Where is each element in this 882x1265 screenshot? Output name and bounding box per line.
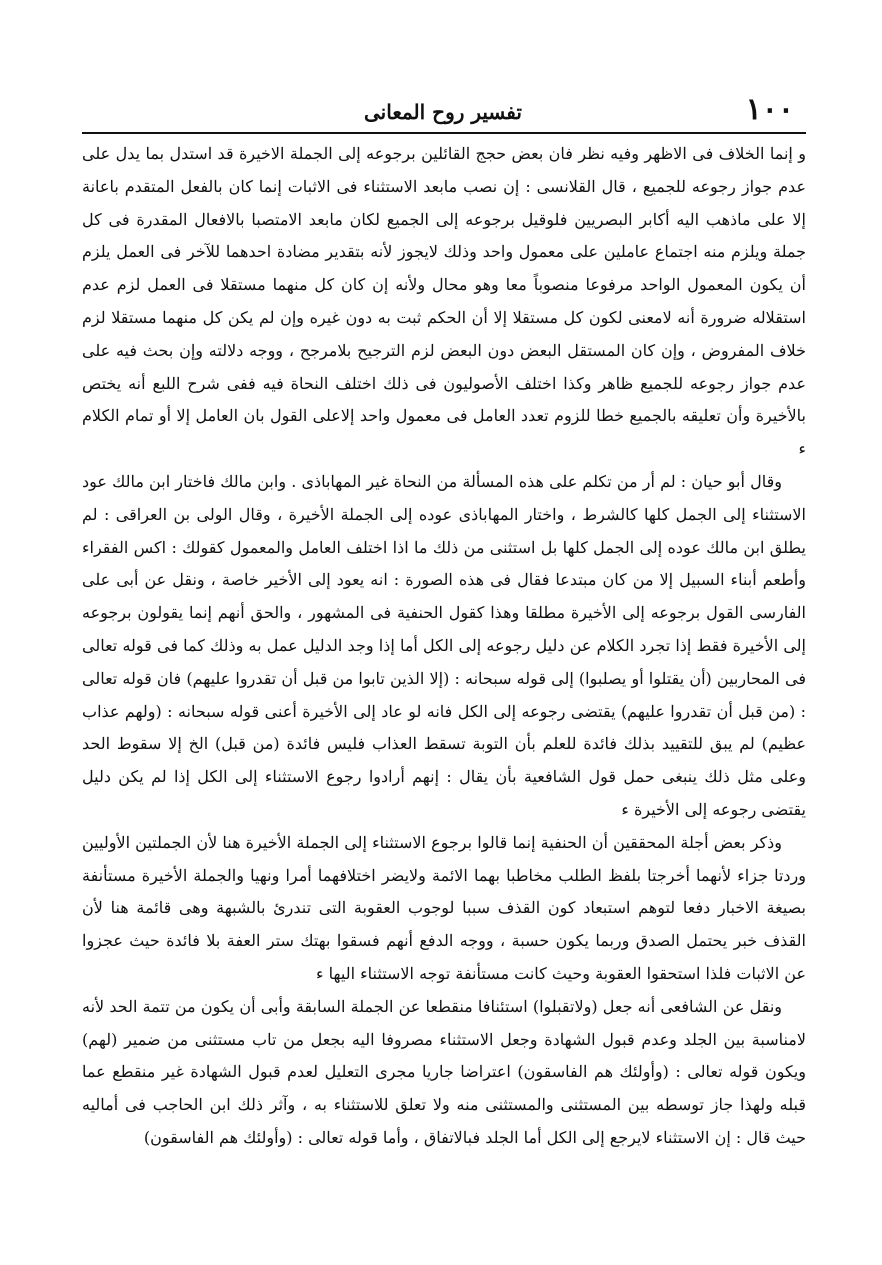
body-text [82, 138, 806, 1155]
paragraph-4: ونقل عن الشافعى أنه جعل (ولاتقبلوا) استئنافا منقطعا عن الجملة السابقة وأبى أن يكون من تتمة الحد لأنه لامناسبة بين الجلد وعدم قبول الشهادة وجعل الاستثناء مصروفا اليه بجعل من تاب مستثنى من ضمير (لهم) ويكون قوله تعالى : (وأولئك هم الفاسقون) اعتراضا جاريا مجرى التعليل لعدم قبول الشهادة غير منقطع عما قبله ولهذا جاز توسطه بين المستثنى والمستثنى منه ولا تعلق للاستثناء به ، وآثر ذلك ابن الحاجب فى أماليه حيث قال : إن الاستثناء لايرجع إلى الكل أما الجلد فبالاتفاق ، وأما قوله تعالى : (وأولئك هم الفاسقون) [82, 996, 806, 1147]
page-title: تفسير روح المعانى [364, 100, 522, 124]
header-rule [82, 132, 806, 134]
page-number: ١٠٠ [745, 92, 794, 127]
paragraph-1: و إنما الخلاف فى الاظهر وفيه نظر فان بعض حجج القائلين برجوعه إلى الجملة الاخيرة قد استدل بما يدل على عدم جواز رجوعه للجميع ، قال القلانسى : إن نصب مابعد الاستثناء فى الاثبات إنما كان بالفعل المتقدم باعانة إلا على ماذهب اليه أكابر البصريين فلوقيل برجوعه إلى الجميع لكان مابعد الامتصبا بالافعال المقدرة فى كل جملة ويلزم منه اجتماع عاملين على معمول واحد وذلك لايجوز لأنه بتقدير مضادة احدهما للآخر فى العمل يلزم أن يكون المعمول الواحد مرفوعا منصوباً معا وهو محال ولأنه إن كان كل منهما مستقلا فى العمل لزم عدم استقلاله ضرورة أنه لامعنى لكون كل مستقلا إلا أن الحكم ثبت به دون غيره وإن لم يكن كل منهما مستقلا لزم خلاف المفروض ، وإن كان المستقل البعض دون البعض لزم الترجيح بلامرجح ، ووجه دلالته وإن بحث فيه على عدم جواز رجوعه للجميع ظاهر وكذا اختلف الأصوليون فى ذلك اختلف النحاة فيه ففى شرح اللبع أنه يختص بالأخيرة وأن تعليقه بالجميع خطا للزوم تعدد العامل فى معمول واحد إلاعلى القول بان العامل إلا أو تمام الكلام ء [82, 144, 807, 459]
paragraph-2: وقال أبو حيان : لم أر من تكلم على هذه المسألة من النحاة غير المهاباذى . وابن مالك فاختار ابن مالك عود الاستثناء إلى الجمل كلها كالشرط ، واختار المهاباذى عوده إلى الجملة الأخيرة ، وقال الولى بن العراقى : لم يطلق ابن مالك عوده إلى الجمل كلها بل استثنى من ذلك ما اذا اختلف العامل والمعمول كقولك : اكس الفقراء وأطعم أبناء السبيل إلا من كان مبتدعا فقال فى هذه الصورة : انه يعود إلى الأخير خاصة ، ونقل عن أبى على الفارسى القول برجوعه إلى الأخيرة مطلقا وهذا كقول الحنفية فى المشهور ، والحق أنهم إنما يقولون برجوعه إلى الأخيرة فقط إذا تجرد الكلام عن دليل رجوعه إلى الكل أما إذا وجد الدليل عمل به وذلك كما فى قوله تعالى فى المحاربين (أن يقتلوا أو يصلبوا) إلى قوله سبحانه : (إلا الذين تابوا من قبل أن تقدروا عليهم) فان قوله تعالى : (من قبل أن تقدروا عليهم) يقتضى رجوعه إلى الكل فانه لو عاد إلى الأخيرة أعنى قوله سبحانه : (ولهم عذاب عظيم) لم يبق للتقييد بذلك فائدة للعلم بأن التوبة تسقط العذاب فليس فائدة (من قبل) الخ إلا سقوط الحد وعلى مثل ذلك ينبغى حمل قول الشافعية بأن يقال : إنهم أرادوا رجوع الاستثناء إلى الكل إذا لم يكن دليل يقتضى رجوعه إلى الأخيرة ء [82, 471, 807, 819]
page-header [82, 92, 804, 132]
paragraph-3: وذكر بعض أجلة المحققين أن الحنفية إنما قالوا برجوع الاستثناء إلى الجملة الأخيرة هنا لأن الجملتين الأوليين وردتا جزاء لأنهما أخرجتا بلفظ الطلب مخاطبا بهما الائمة ولايضر اختلافهما أمرا ونهيا والجملة الأخيرة مستأنفة بصيغة الاخبار دفعا لتوهم استبعاد كون القذف سببا لوجوب العقوبة التى تندرئ بالشبهة وهى قائمة هنا لأن القذف خبر يحتمل الصدق وربما يكون حسبة ، ووجه الدفع أنهم فسقوا بهتك ستر العفة بلا فائدة حيث عجزوا عن الاثبات فلذا استحقوا العقوبة وحيث كانت مستأنفة توجه الاستثناء اليها ء [82, 832, 806, 983]
